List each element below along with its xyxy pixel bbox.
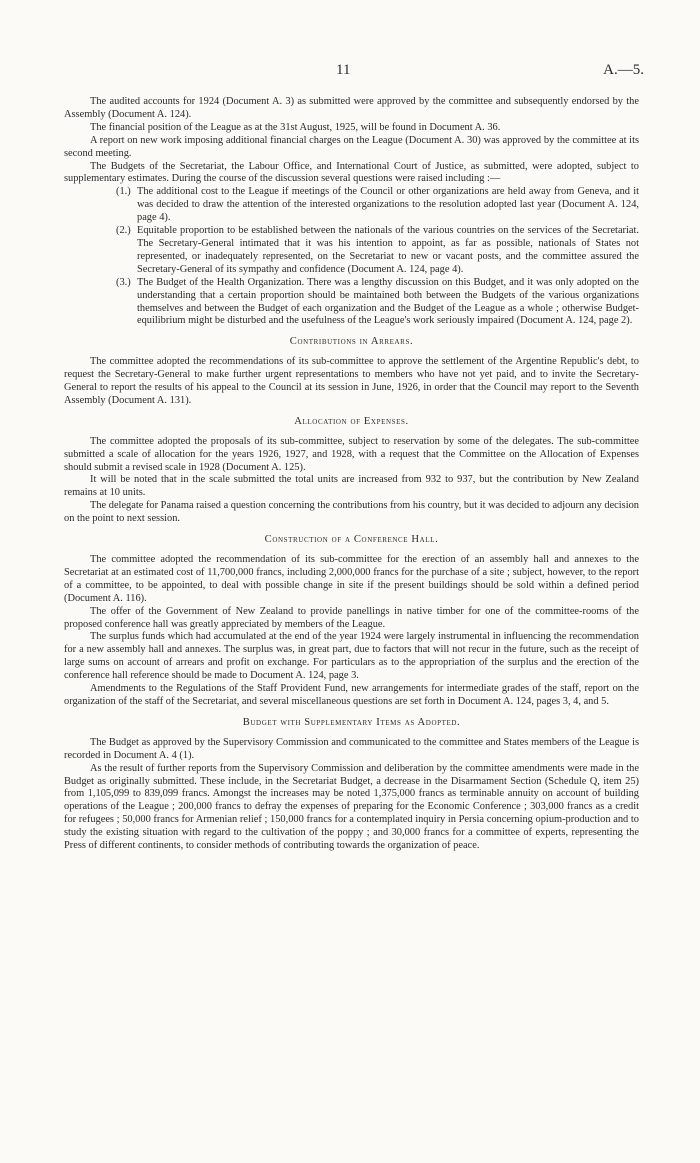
paragraph: Amendments to the Regulations of the Staff Provident Fund, new arrangements for intermediate grades of the staff, report on the organization of the staff of the Secretariat, and several miscellaneous questions are set forth in Document A. 124, pages 3, 4, and 5. [64,683,639,707]
paragraph: The Budgets of the Secretariat, the Labour Office, and International Court of Justice, as submitted, were adopted, subject to supplementary estimates. During the course of the discussion several questions were raised including :— [64,160,639,185]
list-item [64,225,639,277]
list-item-text: The Budget of the Health Organization. There was a lengthy discussion on this Budget, and it was only adopted on the understanding that a certain proportion should be maintained both between the Budgets of the various organizations themselves and between the Budget of each organization and the Budget of the League as a whole ; otherwise Budget-equilibrium might be disturbed and the usefulness of the League's work seriously impaired (Document A. 124, page 2). [137,276,639,327]
list-item-number: (1.) [116,186,131,198]
paragraph: The offer of the Government of New Zealand to provide panellings in native timber for one of the committee-rooms of the proposed conference hall was greatly appreciated by members of the League. [64,605,639,630]
paragraph: The delegate for Panama raised a question concerning the contributions from his country, but it was decided to adjourn any decision on the point to next session. [64,500,640,525]
document-body [64,96,639,853]
section-heading: Construction of a Conference Hall. [264,534,439,546]
page-header [0,62,700,82]
paragraph: The surplus funds which had accumulated at the end of the year 1924 were largely instrumental in influencing the recommendation for a new assembly hall and annexes. The surplus was, in great part, due to factors that will not recur in the future, such as the receipt of large sums on account of arrears and profit on exchange. For particulars as to the appropriation of the surplus and the erection of the conference hall reference should be made to Document A. 124, page 3. [64,631,639,682]
paragraph: The financial position of the League as at the 31st August, 1925, will be found in Document A. 36. [90,121,501,133]
paragraph: As the result of further reports from the Supervisory Commission and deliberation by the committee amendments were made in the Budget as originally submitted. These include, in the Secretariat Budget, a decrease in the Disarmament Section (Schedule Q, item 25) from 1,105,099 to 839,099 francs. Amongst the increases may be noted 1,375,000 francs as terminable annuity on account of building operations of the League ; 200,000 francs to defray the expenses of preparing for the Economic Conference ; 303,000 francs as a credit for refugees ; 50,000 francs for Armenian relief ; 150,000 francs for a contemplated inquiry in Persia concerning opium-production and to study the existing situation with regard to the cultivation of the poppy ; and 30,000 francs for a committee of experts, representing the Press of different continents, to consider methods of contributing towards the organization of peace. [64,762,639,852]
list-item-text: The additional cost to the League if meetings of the Council or other organizations are held away from Geneva, and it was decided to draw the attention of the interested organizations to the resolution adopted last year (Document A. 124, page 4). [137,186,639,224]
list-item-text: Equitable proportion to be established between the nationals of the various countries on the services of the Secretariat. The Secretary-General intimated that it was his intention to appoint, as far as possible, nationals of States not represented, or inadequately represented, on the Secretariat to new or vacant posts, and the committee assured the Secretary-General of its sympathy and confidence (Document A. 124, page 4). [137,225,639,275]
list-item-number: (2.) [116,225,131,237]
page-number: 11 [336,62,351,78]
paragraph: A report on new work imposing additional financial charges on the League (Document A. 30) was approved by the committee at its second meeting. [64,134,639,159]
document-reference: A.—5. [603,62,644,78]
paragraph: The Budget as approved by the Supervisory Commission and communicated to the committee and States members of the League is recorded in Document A. 4 (1). [64,736,639,761]
list-item [64,277,639,329]
paragraph: The committee adopted the recommendations of its sub-committee to approve the settlement of the Argentine Republic's debt, to request the Secretary-General to make further urgent representations to members who have not yet paid, and to invite the Secretary-General to report the results of his appeal to the Council at its session in June, 1926, in order that the Council may report to the Seventh Assembly (Document A. 131). [64,356,639,406]
section-heading: Contributions in Arrears. [289,336,414,348]
paragraph: The committee adopted the proposals of its sub-committee, subject to reservation by some of the delegates. The sub-committee submitted a scale of allocation for the years 1926, 1927, and 1928, with a request that the Committee on the Allocation of Expenses should submit a revised scale in 1928 (Document A. 125). [64,435,639,473]
paragraph: It will be noted that in the scale submitted the total units are increased from 932 to 937, but the contribution by New Zealand remains at 10 units. [64,474,639,499]
section-heading: Allocation of Expenses. [294,415,409,427]
list-item [64,186,639,225]
section-heading: Budget with Supplementary Items as Adopted. [242,716,461,728]
paragraph: The committee adopted the recommendation of its sub-committee for the erection of an assembly hall and annexes to the Secretariat at an estimated cost of 11,700,000 francs, including 2,000,000 francs for the purchase of a site ; subject, however, to the report of a committee, to be appointed, to deal with possible change in site if the present buildings should be sold within a defined period (Document A. 116). [64,554,639,604]
paragraph: The audited accounts for 1924 (Document A. 3) as submitted were approved by the committee and subsequently endorsed by the Assembly (Document A. 124). [64,96,639,120]
list-item-number: (3.) [116,276,131,288]
